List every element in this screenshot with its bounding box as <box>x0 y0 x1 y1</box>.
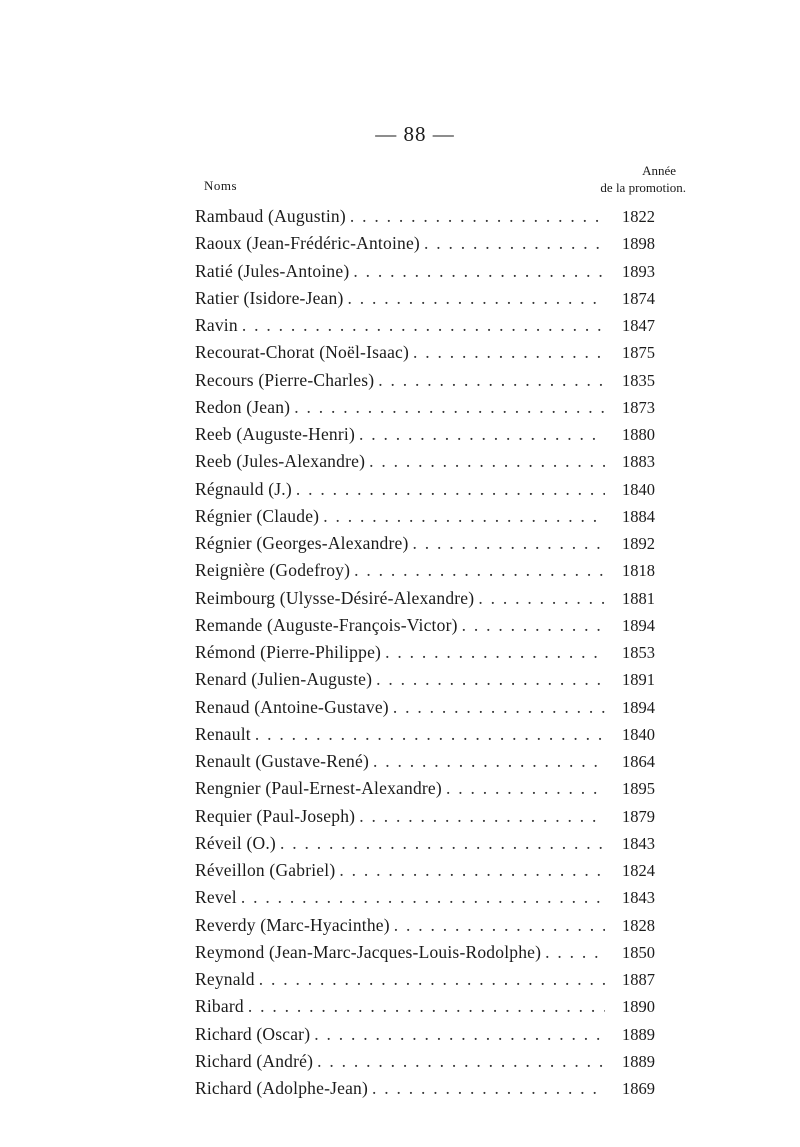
entry-name: Rengnier (Paul-Ernest-Alexandre) <box>195 778 442 799</box>
entry-name: Renard (Julien-Auguste) <box>195 669 373 690</box>
entry-year: 1843 <box>622 833 655 853</box>
entry-name: Ratié (Jules-Antoine) <box>195 260 350 281</box>
entry-year: 1892 <box>622 534 655 553</box>
entry-year: 1822 <box>622 207 655 226</box>
entry-list <box>195 203 655 1102</box>
entry-year: 1840 <box>622 479 655 499</box>
list-item <box>195 775 655 802</box>
list-item <box>195 312 655 339</box>
entry-year: 1843 <box>622 888 655 908</box>
entry-year: 1864 <box>622 752 655 771</box>
entry-year: 1873 <box>622 397 655 417</box>
entry-year: 1895 <box>622 779 655 799</box>
entry-name: Renault (Gustave-René) <box>195 751 369 771</box>
list-item <box>195 912 655 939</box>
entry-name: Régnauld (J.) <box>195 478 292 499</box>
list-item <box>195 421 655 448</box>
entry-year: 1894 <box>622 615 655 635</box>
list-item <box>195 203 655 230</box>
dot-leader <box>259 966 605 993</box>
list-item <box>195 830 655 857</box>
entry-year: 1853 <box>622 643 655 662</box>
dot-leader <box>424 230 605 257</box>
list-item <box>195 1021 655 1048</box>
dot-leader <box>372 1075 605 1102</box>
entry-name: Rémond (Pierre-Philippe) <box>195 642 382 662</box>
list-item <box>195 666 655 693</box>
dot-leader <box>348 285 605 312</box>
dot-leader <box>280 830 605 857</box>
dot-leader <box>413 339 605 366</box>
list-item <box>195 448 655 475</box>
dot-leader <box>242 312 605 339</box>
list-item <box>195 639 655 666</box>
list-item <box>195 857 655 884</box>
list-item <box>195 694 655 721</box>
entry-year: 1883 <box>622 452 655 472</box>
list-item <box>195 230 655 257</box>
entry-year: 1893 <box>622 261 655 281</box>
entry-year: 1818 <box>622 561 655 581</box>
entry-year: 1891 <box>622 670 655 690</box>
dot-leader <box>354 557 605 584</box>
column-header-names: Noms <box>204 178 238 193</box>
dot-leader <box>323 503 605 530</box>
column-header-year-line1: Année <box>642 163 676 178</box>
list-item <box>195 557 655 584</box>
entry-year: 1850 <box>622 942 655 962</box>
entry-name: Reverdy (Marc-Hyacinthe) <box>195 914 390 935</box>
dot-leader <box>393 694 605 721</box>
entry-name: Rambaud (Augustin) <box>195 206 346 226</box>
list-item <box>195 339 655 366</box>
list-item <box>195 530 655 557</box>
list-item <box>195 258 655 285</box>
dot-leader <box>241 884 605 911</box>
list-item <box>195 285 655 312</box>
dot-leader <box>378 367 605 394</box>
list-item <box>195 394 655 421</box>
entry-name: Reimbourg (Ulysse-Désiré-Alexandre) <box>195 587 475 608</box>
list-item <box>195 966 655 993</box>
dot-leader <box>359 421 605 448</box>
entry-name: Reeb (Jules-Alexandre) <box>195 451 366 472</box>
entry-year: 1887 <box>622 970 655 989</box>
dot-leader <box>255 721 605 748</box>
entry-name: Richard (André) <box>195 1050 314 1071</box>
entry-name: Reignière (Godefroy) <box>195 560 351 581</box>
entry-year: 1824 <box>622 861 655 880</box>
list-item <box>195 721 655 748</box>
entry-name: Recours (Pierre-Charles) <box>195 369 375 390</box>
dot-leader <box>373 748 605 775</box>
dot-leader <box>413 530 605 557</box>
list-item <box>195 748 655 775</box>
entry-name: Richard (Adolphe-Jean) <box>195 1078 369 1098</box>
entry-name: Remande (Auguste-François-Victor) <box>195 614 458 635</box>
list-item <box>195 476 655 503</box>
dot-leader <box>462 612 605 639</box>
list-item <box>195 612 655 639</box>
entry-year: 1874 <box>622 288 655 308</box>
entry-name: Redon (Jean) <box>195 396 291 417</box>
entry-name: Raoux (Jean-Frédéric-Antoine) <box>195 233 420 254</box>
entry-name: Reymond (Jean-Marc-Jacques-Louis-Rodolphe) <box>195 941 542 962</box>
list-item <box>195 585 655 612</box>
entry-name: Renault <box>195 723 251 744</box>
dot-leader <box>369 448 605 475</box>
list-item <box>195 939 655 966</box>
dot-leader <box>359 803 605 830</box>
dot-leader <box>376 666 605 693</box>
entry-year: 1890 <box>622 997 655 1017</box>
dot-leader <box>314 1021 605 1048</box>
entry-year: 1828 <box>622 915 655 935</box>
entry-year: 1894 <box>622 697 655 717</box>
list-item <box>195 367 655 394</box>
dot-leader <box>339 857 605 884</box>
entry-name: Ravin <box>195 315 238 335</box>
entry-name: Réveillon (Gabriel) <box>195 860 336 880</box>
dot-leader <box>353 258 605 285</box>
page-number: — 88 — <box>375 122 455 146</box>
entry-name: Recourat-Chorat (Noël-Isaac) <box>195 342 410 363</box>
dot-leader <box>294 394 605 421</box>
list-item <box>195 993 655 1020</box>
dot-leader <box>478 585 605 612</box>
entry-name: Reynald <box>195 969 255 989</box>
list-item <box>195 503 655 530</box>
dot-leader <box>545 939 605 966</box>
entry-year: 1880 <box>622 425 655 444</box>
dot-leader <box>248 993 605 1020</box>
entry-year: 1875 <box>622 343 655 363</box>
list-item <box>195 1048 655 1075</box>
dot-leader <box>350 203 605 230</box>
entry-year: 1879 <box>622 806 655 826</box>
entry-name: Revel <box>195 887 237 908</box>
dot-leader <box>394 912 605 939</box>
entry-year: 1889 <box>622 1051 655 1071</box>
entry-name: Ribard <box>195 996 244 1017</box>
dot-leader <box>296 476 605 503</box>
entry-year: 1881 <box>622 588 655 608</box>
list-item <box>195 803 655 830</box>
entry-name: Reeb (Auguste-Henri) <box>195 424 355 444</box>
entry-name: Régnier (Claude) <box>195 505 320 526</box>
list-item <box>195 1075 655 1102</box>
entry-year: 1840 <box>622 724 655 744</box>
entry-year: 1835 <box>622 370 655 390</box>
entry-name: Ratier (Isidore-Jean) <box>195 287 344 308</box>
entry-year: 1898 <box>622 234 655 254</box>
entry-year: 1884 <box>622 506 655 526</box>
entry-name: Renaud (Antoine-Gustave) <box>195 696 389 717</box>
entry-name: Régnier (Georges-Alexandre) <box>195 533 409 553</box>
column-header-year <box>560 162 686 196</box>
entry-year: 1889 <box>622 1024 655 1044</box>
entry-name: Requier (Paul-Joseph) <box>195 805 356 826</box>
dot-leader <box>385 639 605 666</box>
dot-leader <box>446 775 605 802</box>
list-item <box>195 884 655 911</box>
entry-name: Richard (Oscar) <box>195 1023 311 1044</box>
entry-year: 1847 <box>622 316 655 335</box>
entry-year: 1869 <box>622 1079 655 1098</box>
entry-name: Réveil (O.) <box>195 832 276 853</box>
column-header-year-line2: de la promotion. <box>600 180 686 195</box>
dot-leader <box>317 1048 605 1075</box>
